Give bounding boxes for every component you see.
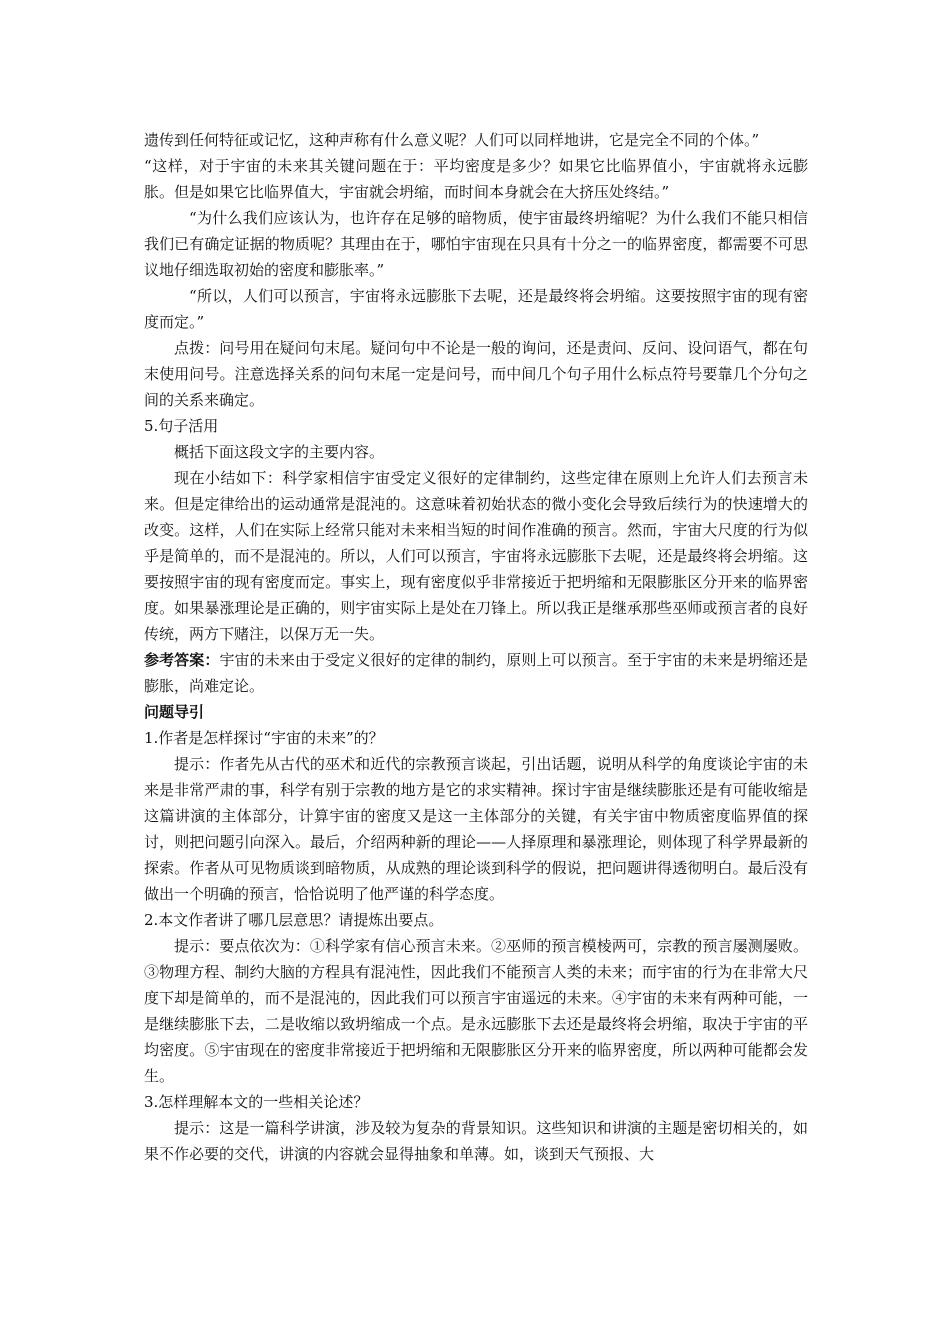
quote-paragraph-density: “这样，对于宇宙的未来其关键问题在于：平均密度是多少？如果它比临界值小，宇宙就将永远膨胀。但是如果它比临界值大，宇宙就会坍缩，而时间本身就会在大挤压处终结。” xyxy=(144,157,808,201)
question-2: 2.本文作者讲了哪几层意思？请提炼出要点。 xyxy=(144,911,444,929)
question-1: 1.作者是怎样探讨“宇宙的未来”的？ xyxy=(144,729,384,747)
paragraph-continuation: 遗传到任何特征或记忆，这种声称有什么意义呢？人们可以同样地讲，它是完全不同的个体。” xyxy=(144,131,760,149)
exercise-instruction: 概括下面这段文字的主要内容。 xyxy=(174,443,385,461)
hint-answer-1: 提示：作者先从古代的巫术和近代的宗教预言谈起，引出话题，说明从科学的角度谈论宇宙的未来是非常严肃的事，科学有别于宗教的地方是它的求实精神。探讨宇宙是继续膨胀还是有可能收缩是这篇讲演的主体部分，计算宇宙的密度又是这一主体部分的关键，有关宇宙中物质密度临界值的探讨，则把问题引向深入。最后，介绍两种新的理论——人择原理和暴涨理论，则体现了科学界最新的探索。作者从可见物质谈到暗物质，从成熟的理论谈到科学的假说，把问题讲得透彻明白。最后没有做出一个明确的预言，恰恰说明了他严谨的科学态度。 xyxy=(144,755,808,903)
document-body xyxy=(144,127,808,1167)
hint-answer-2: 提示：要点依次为：①科学家有信心预言未来。②巫师的预言模棱两可，宗教的预言屡测屡败。③物理方程、制约大脑的方程具有混沌性，因此我们不能预言人类的未来；而宇宙的行为在非常大尺度下却是简单的，而不是混沌的，因此我们可以预言宇宙遥远的未来。④宇宙的未来有两种可能，一是继续膨胀下去，二是收缩以致坍缩成一个点。是永远膨胀下去还是最终将会坍缩，取决于宇宙的平均密度。⑤宇宙现在的密度非常接近于把坍缩和无限膨胀区分开来的临界密度，所以两种可能都会发生。 xyxy=(144,937,808,1085)
reference-answer xyxy=(144,647,808,699)
hint-paragraph-question-mark: 点拨：问号用在疑问句末尾。疑问句中不论是一般的询问，还是责问、反问、设问语气，都在句末使用问号。注意选择关系的问句末尾一定是问号，而中间几个句子用什么标点符号要靠几个分句之间的关系来确定。 xyxy=(144,339,808,409)
section-heading-question-guide: 问题导引 xyxy=(144,703,205,721)
quote-paragraph-prediction: “所以，人们可以预言，宇宙将永远膨胀下去呢，还是最终将会坍缩。这要按照宇宙的现有密度而定。” xyxy=(144,287,808,331)
quote-paragraph-dark-matter: “为什么我们应该认为，也许存在足够的暗物质，使宇宙最终坍缩呢？为什么我们不能只相信我们已有确定证据的物质呢？其理由在于，哪怕宇宙现在只具有十分之一的临界密度，都需要不可思议地仔细选取初始的密度和膨胀率。” xyxy=(144,209,808,279)
hint-answer-3: 提示：这是一篇科学讲演，涉及较为复杂的背景知识。这些知识和讲演的主题是密切相关的，如果不作必要的交代，讲演的内容就会显得抽象和单薄。如，谈到天气预报、大 xyxy=(144,1119,808,1163)
question-3: 3.怎样理解本文的一些相关论述？ xyxy=(144,1093,369,1111)
section-heading-sentence-usage: 5.句子活用 xyxy=(144,417,219,435)
reference-answer-text: 宇宙的未来由于受定义很好的定律的制约，原则上可以预言。至于宇宙的未来是坍缩还是膨胀，尚难定论。 xyxy=(144,651,808,695)
exercise-passage: 现在小结如下：科学家相信宇宙受定义很好的定律制约，这些定律在原则上允许人们去预言未来。但是定律给出的运动通常是混沌的。这意味着初始状态的微小变化会导致后续行为的快速增大的改变。这样，人们在实际上经常只能对未来相当短的时间作准确的预言。然而，宇宙大尺度的行为似乎是简单的，而不是混沌的。所以，人们可以预言，宇宙将永远膨胀下去呢，还是最终将会坍缩。这要按照宇宙的现有密度而定。事实上，现有密度似乎非常接近于把坍缩和无限膨胀区分开来的临界密度。如果暴涨理论是正确的，则宇宙实际上是处在刀锋上。所以我正是继承那些巫师或预言者的良好传统，两方下赌注，以保万无一失。 xyxy=(144,469,808,643)
reference-answer-label: 参考答案： xyxy=(144,651,220,669)
